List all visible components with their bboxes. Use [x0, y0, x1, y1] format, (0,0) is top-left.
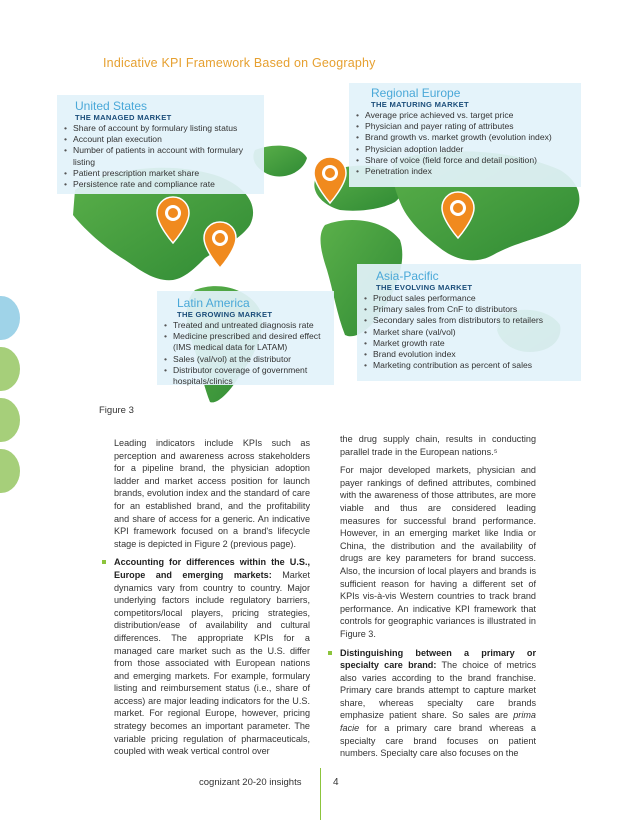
- kpi-item: • Medicine prescribed and desired effect (IMS medical data for LATAM): [163, 331, 328, 353]
- bullet-text: The choice of metrics also varies according to the brand franchise. Primary care brands attempt to capture market share, whereas specialty care brands emphasize patient share. So sales are: [340, 660, 536, 721]
- kpi-item: • Primary sales from CnF to distributors: [363, 304, 575, 315]
- figure-caption: Figure 3: [99, 405, 134, 416]
- region-box-asia-pacific: [357, 264, 581, 381]
- kpi-item: • Brand evolution index: [363, 349, 575, 360]
- figure-title: Indicative KPI Framework Based on Geography: [103, 56, 376, 70]
- kpi-item: • Account plan execution: [63, 134, 258, 145]
- region-title: Latin America: [177, 296, 250, 310]
- kpi-item: • Share of account by formulary listing status: [63, 123, 258, 134]
- kpi-item: • Physician adoption ladder: [355, 144, 575, 155]
- kpi-item: • Market share (val/vol): [363, 327, 575, 338]
- region-box-latin-america: [157, 291, 334, 385]
- bullet-text: for a primary care brand whereas a specialty care brand focuses on patient numbers. Specialty care also focuses on the: [340, 723, 536, 759]
- kpi-item: • Number of patients in account with formulary listing: [63, 145, 258, 167]
- kpi-item: • Secondary sales from distributors to retailers: [363, 315, 575, 326]
- kpi-item: • Sales (val/vol) at the distributor: [163, 354, 328, 365]
- kpi-item: • Distributor coverage of government hospitals/clinics: [163, 365, 328, 387]
- kpi-item: • Brand growth vs. market growth (evolution index): [355, 132, 575, 143]
- bullet-paragraph: [340, 647, 536, 760]
- decorative-dot-green: [0, 398, 20, 442]
- kpi-item: • Patient prescription market share: [63, 168, 258, 179]
- kpi-item: • Physician and payer rating of attributes: [355, 121, 575, 132]
- region-subtitle: THE EVOLVING MARKET: [376, 283, 473, 292]
- body-paragraph: For major developed markets, physician and payer rankings of defined attributes, combined with the awareness of those attributes, are more viable and thus are considered leading measures for successful brand performance. However, in an emerging market like India or China, the distribution and the availability of drugs are key parameters for brand success. Also, the incursion of local players and brands is sufficient reason for having a different set of KPIs vis-à-vis Western countries to track brand performance. An indicative KPI framework that controls for geographic variances is illustrated in Figure 3.: [340, 465, 536, 639]
- kpi-item: • Penetration index: [355, 166, 575, 177]
- bullet-italic: prima facie: [340, 710, 536, 734]
- bullet-paragraph: [114, 556, 310, 758]
- pin-latam-icon: [204, 222, 236, 268]
- bullet-text: Market dynamics vary from country to country. Major underlying factors include regulatory barriers, competitors/local players, pricing strategies, distribution/ease of availability and cultural differences. The appropriate KPIs for a managed care market such as the U.S. differ from those associated with European nations and emerging markets. For example, formulary listing and reimbursement status (i.e., share of access) are major leading indicators for the U.S. market. For regional Europe, however, pricing strategy becomes an important parameter. The variable pricing regulation of pharmaceuticals, coupled with weak vertical control over: [114, 569, 310, 757]
- decorative-dot-green: [0, 449, 20, 493]
- region-subtitle: THE GROWING MARKET: [177, 310, 273, 319]
- kpi-item: • Marketing contribution as percent of sales: [363, 360, 575, 371]
- region-box-united-states: [57, 95, 264, 194]
- region-title: Asia-Pacific: [376, 269, 439, 283]
- region-title: United States: [75, 99, 148, 113]
- region-subtitle: THE MANAGED MARKET: [75, 113, 172, 122]
- bullet-lead: Accounting for differences within the U.S., Europe and emerging markets:: [114, 557, 310, 580]
- kpi-item: • Treated and untreated diagnosis rate: [163, 320, 328, 331]
- body-paragraph: the drug supply chain, results in conducting parallel trade in the European nations.⁵: [340, 434, 536, 457]
- kpi-item: • Persistence rate and compliance rate: [63, 179, 258, 190]
- kpi-item: • Product sales performance: [363, 293, 575, 304]
- body-column-right: [340, 433, 536, 766]
- region-title: Regional Europe: [371, 86, 461, 100]
- kpi-list: [163, 320, 328, 387]
- footer-publication: cognizant 20-20 insights: [199, 777, 302, 788]
- kpi-item: • Average price achieved vs. target price: [355, 110, 575, 121]
- region-subtitle: THE MATURING MARKET: [371, 100, 469, 109]
- kpi-list: [355, 110, 575, 177]
- decorative-dot-blue: [0, 296, 20, 340]
- decorative-dot-green: [0, 347, 20, 391]
- region-box-regional-europe: [349, 83, 581, 187]
- bullet-lead: Distinguishing between a primary or specialty care brand:: [340, 647, 536, 671]
- footer-divider: [320, 768, 321, 820]
- kpi-list: [63, 123, 258, 190]
- kpi-item: • Share of voice (field force and detail position): [355, 155, 575, 166]
- body-column-left: [114, 437, 310, 764]
- kpi-item: • Market growth rate: [363, 338, 575, 349]
- body-paragraph: Leading indicators include KPIs such as perception and awareness across stakeholders for a pipeline brand, the physician adoption ladder and market access position for launch brands, evolution index and the standard of care for an established brand, and the profitability and share of access for a generic. An indicative KPI framework focused on a brand's lifecycle stage is depicted in Figure 2 (previous page).: [114, 438, 310, 549]
- page-number: 4: [333, 777, 339, 788]
- kpi-list: [363, 293, 575, 371]
